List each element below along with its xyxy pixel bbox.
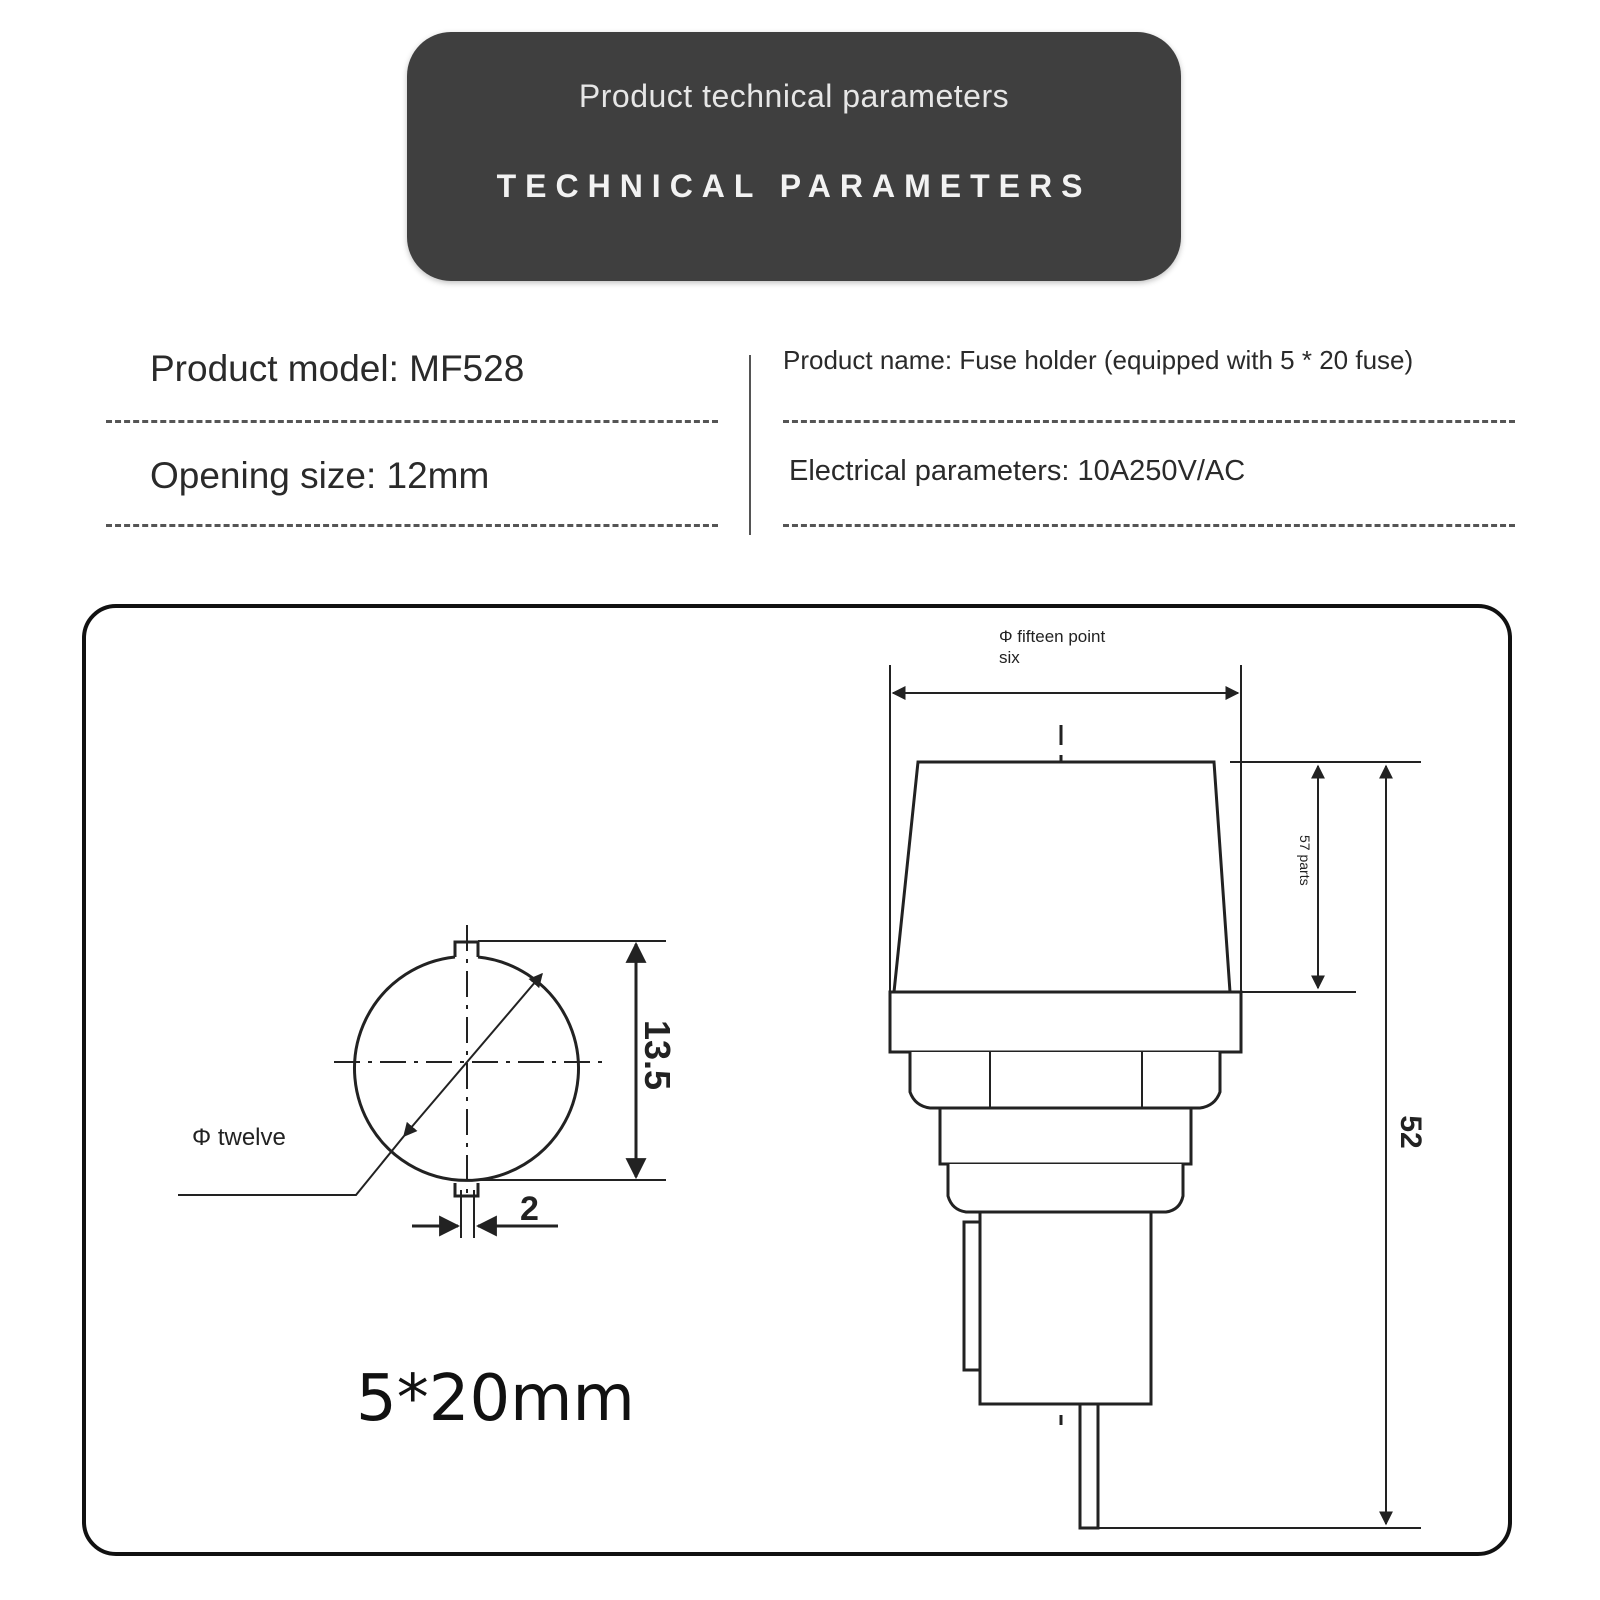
diameter-label: Φ twelve xyxy=(192,1124,286,1151)
top-diameter-label: Φ fifteen point xyxy=(999,627,1106,646)
top-diameter-label-cont: six xyxy=(999,648,1020,667)
fuse-holder-side-view xyxy=(890,627,1427,1528)
spec-product-model: Product model: MF528 xyxy=(150,348,525,389)
threaded-body xyxy=(940,1108,1191,1164)
hex-nut xyxy=(910,1052,1220,1108)
total-height-label: 52 xyxy=(1394,1115,1427,1149)
spec-product-name: Product name: Fuse holder (equipped with 5 * 20 fuse) xyxy=(783,345,1414,375)
cap xyxy=(894,762,1230,992)
height-label: 13.5 xyxy=(637,1019,678,1091)
base-housing xyxy=(980,1212,1151,1404)
header-subtitle: Product technical parameters xyxy=(578,78,1010,114)
spec-electrical-parameters: Electrical parameters: 10A250V/AC xyxy=(789,455,1246,487)
slot-width-label: 2 xyxy=(520,1190,539,1228)
cap-height-label: 57 parts xyxy=(1297,835,1313,886)
panel-opening-view xyxy=(178,925,678,1238)
flange xyxy=(890,992,1241,1052)
side-terminal xyxy=(964,1222,980,1370)
header-title: TECHNICAL PARAMETERS xyxy=(496,168,1092,204)
lower-body xyxy=(948,1164,1183,1212)
diameter-dimension xyxy=(404,974,542,1136)
bottom-terminal xyxy=(1080,1404,1098,1528)
fuse-size-label: 5*20mm xyxy=(356,1362,635,1436)
spec-opening-size: Opening size: 12mm xyxy=(150,455,490,496)
